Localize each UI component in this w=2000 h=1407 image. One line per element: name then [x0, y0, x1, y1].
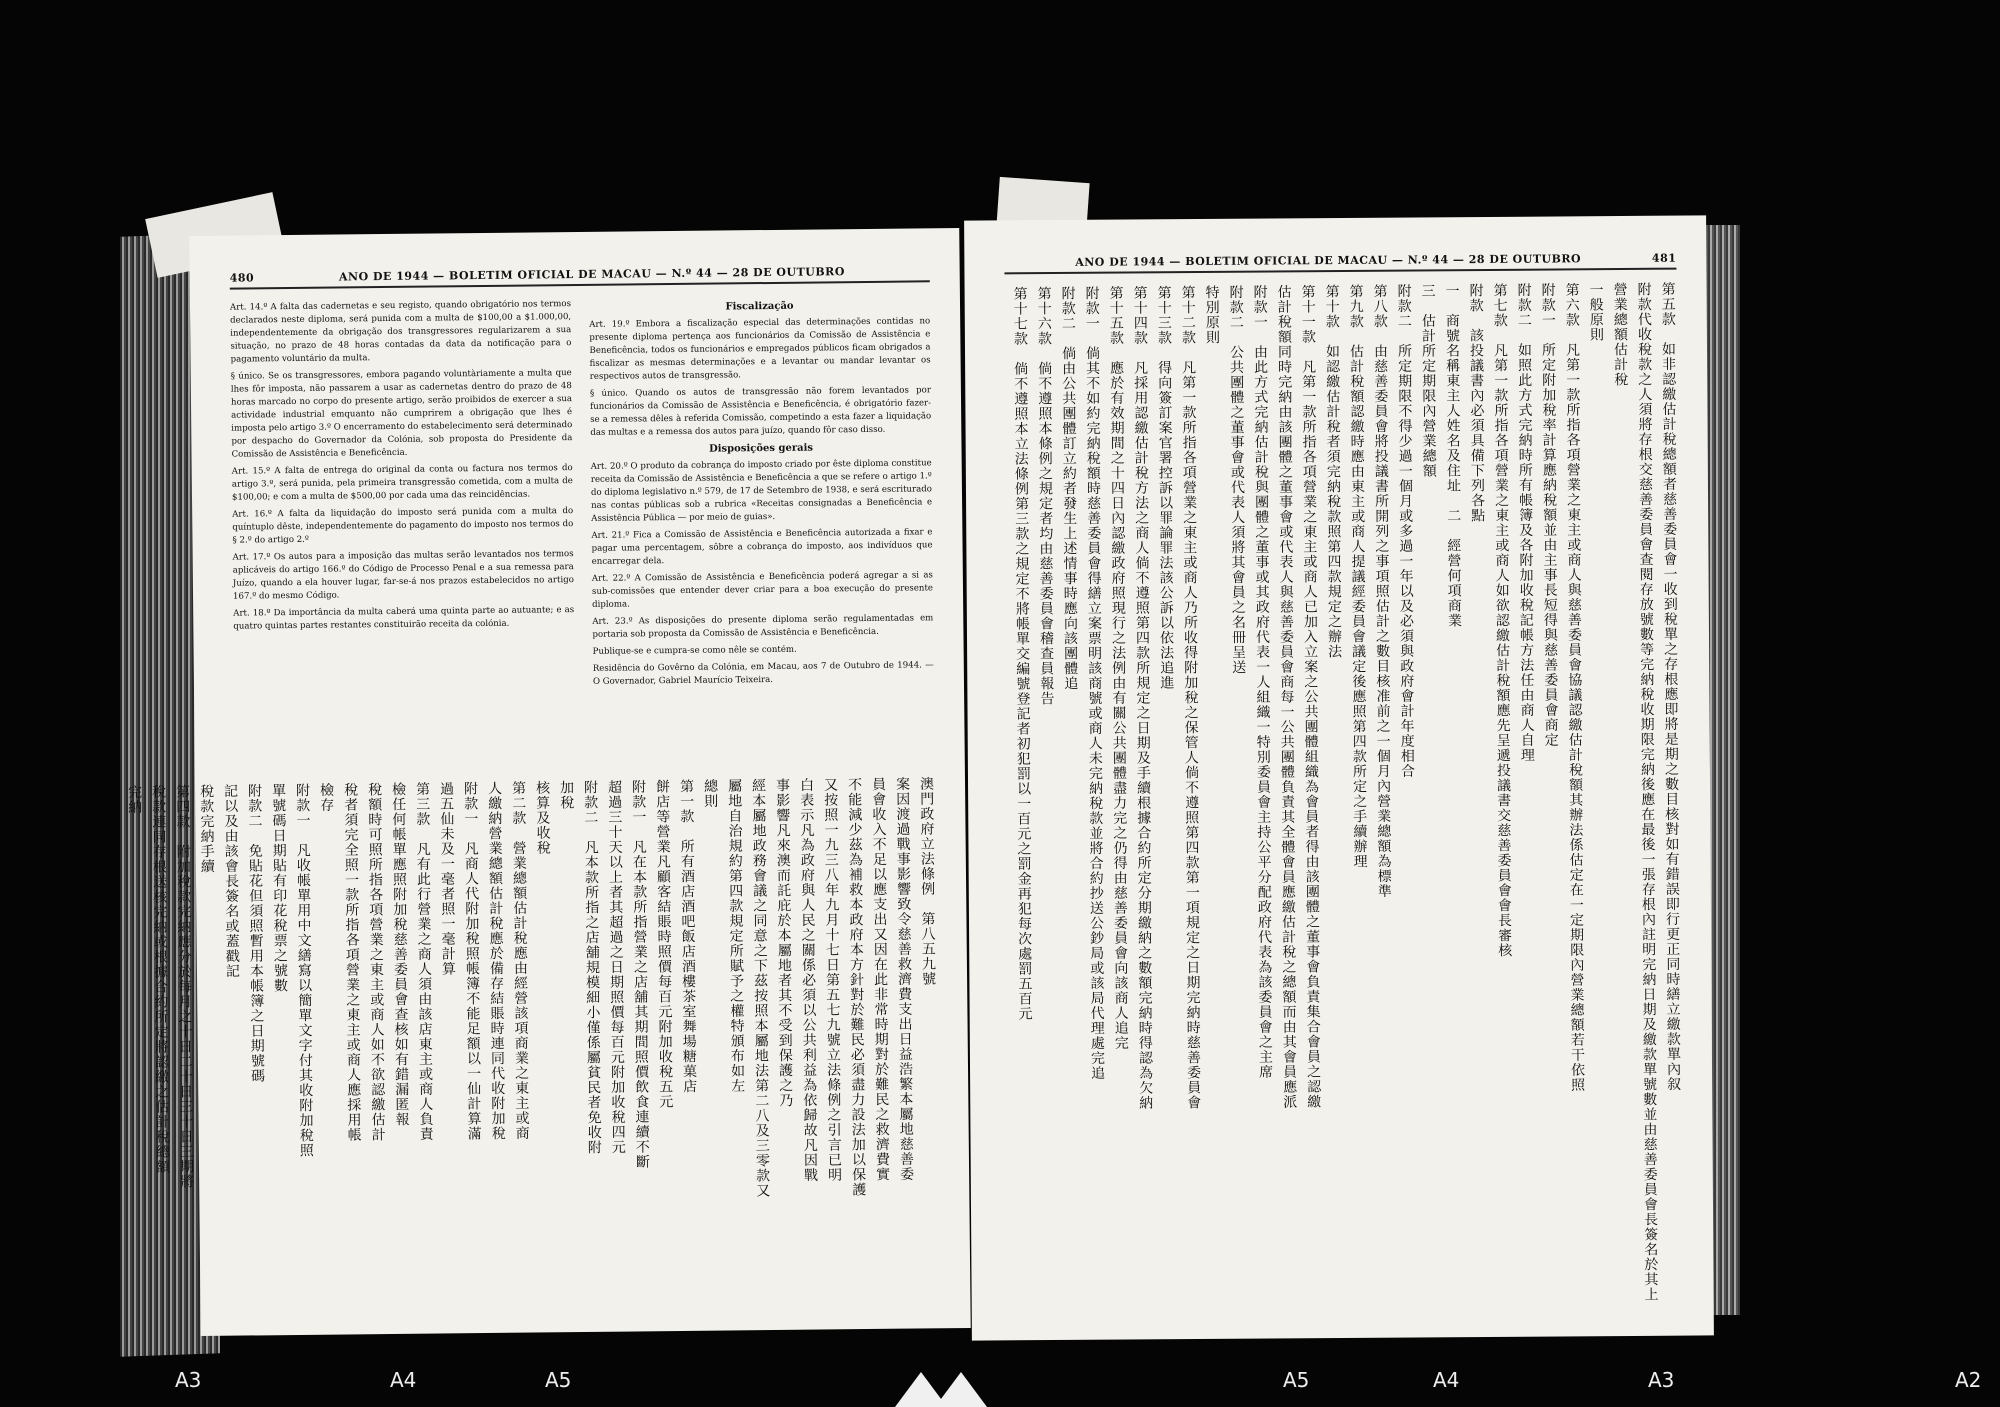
frame-marker: A2 [1955, 1368, 1982, 1392]
chinese-text-column: 第九款 估計稅額認繳時應由東主或商人提議經委員會議定後應照第四款所定之手續辦理 [1347, 283, 1368, 869]
chinese-text-column: 過五仙未及一毫者照一毫計算 [437, 781, 457, 977]
chinese-text-column: 屬地自治規約第四款規定所賦予之權特頒布如左 [725, 778, 746, 1094]
chinese-text-column: 核算及收稅 [533, 780, 551, 856]
article-paragraph: Art. 18.º Da importância da multa caberá uma quinta parte ao autuante; e as quatro quintas partes restantes constituirão receita da colónia. [233, 605, 575, 632]
chinese-text-column: 檢任何帳單應照附加稅慈善委員會查核如有錯漏匿報 [389, 781, 410, 1127]
chinese-text-column: 稅款連同存根送核完納或根據合約所定將認繳之估計稅總額 [150, 784, 171, 1175]
left-page-portuguese-columns [230, 294, 934, 696]
left-page-header [230, 264, 930, 289]
chinese-text-column: 檢存 [317, 782, 335, 813]
article-paragraph: Art. 20.º O produto da cobrança do imposto criado por êste diploma constitue receita da Comissão de Assistência e Beneficência a que se refere o artigo 1.º do diploma legislativo n.º 579, de 17 de Setembro de 1938, e será escriturado nas contas públicas sob a rubrica «Receitas consignadas a Beneficência e Assistência Pública — por meio de guias». [590, 458, 933, 524]
chinese-text-column: 餅店等營業凡顧客結賬時照價每百元附加收稅五元 [653, 779, 674, 1110]
chinese-text-column: 附款代收稅款之人須將存根交慈善委員會查閱存放號數等完納稅收期限完納後應在最後一張存根內註明完納日期及繳款單號數並由慈善委員會長簽名於其上 [1635, 281, 1659, 1302]
chinese-text-column: 第十六款 倘不遵照本條例之規定者均由慈善委員會稽查員報告 [1035, 285, 1055, 707]
chinese-text-column: 第十五款 應於有效期間之十四日內認繳政府照現行之法例由有關公共團體盡力完之仍得由慈善委員會向該商人追完 [1107, 285, 1129, 1051]
chinese-text-column: 記以及由該會長簽名或蓋戳記 [221, 783, 241, 979]
left-page [126, 228, 970, 1336]
chinese-text-column: 第十款 如認繳估計稅者須完納稅款照第四款規定之辦法 [1323, 283, 1343, 660]
chinese-text-column: 稅款完納手續 [198, 783, 215, 874]
article-paragraph: § único. Se os transgressores, embora pagando voluntàriamente a multa que lhes fôr imposta, não passarem a usar as cadernetas dentro do prazo de 48 horas marcado no corpo do presente artigo, serão proibidos de exercer a sua actividade industrial emquanto não cumprirem a obrigação que lhes é imposta pelo artigo 3.º O encerramento do estabelecimento será determinado por despacho do Governador da Colónia, sob proposta do Presidente da Comissão de Assistência e Beneficência. [230, 368, 573, 460]
chinese-text-column: 第七款 凡第一款所指各項營業之東主或商人如欲認繳估計稅額應先呈遞投議書交慈善委員會會長審核 [1491, 282, 1513, 958]
article-paragraph: Art. 21.º Fica a Comissão de Assistência e Beneficência autorizada a fixar e pagar uma percentagem, sôbre a cobrança do imposto, aos indivíduos que encarregar dela. [591, 527, 933, 567]
chinese-text-column: 附款一 凡收帳單用中文繕寫以簡單文字付其收附加稅照 [293, 782, 314, 1158]
left-page-chinese-text [126, 776, 940, 1303]
chinese-text-column: 第十二款 凡第一款所指各項營業之東主或商人乃所收得附加稅之保管人倘不遵照第四款第一項規定之日期完納時慈善委員會 [1179, 284, 1202, 1111]
chinese-text-column: 附款二 如照此方式完納時所有帳簿及各附加收稅記帳方法任由商人自理 [1515, 282, 1535, 763]
clip-triangle-right [935, 1372, 987, 1407]
chinese-text-column: 第十七款 倘不遵照本立法條例第三款之規定不將帳單交編號登記者初犯罰以一百元之罰金再犯每次處罰五百元 [1011, 286, 1033, 1022]
chinese-text-column: 三 估計所定期限內營業總額 [1419, 283, 1437, 479]
chinese-text-column: 附款二 免貼花但須照暫用本帳簿之日期號碼 [245, 783, 266, 1084]
right-page-number: 481 [1651, 251, 1677, 265]
chinese-text-column: 第二款 營業總額估計稅應由經營該項商業之東主或商 [509, 780, 530, 1141]
chinese-text-column: 白表示凡為政府與人民之關係必須以公共利益為依歸故凡因戰 [797, 777, 819, 1183]
chinese-text-column: 營業總額估計稅 [1611, 281, 1629, 388]
chinese-text-column: 一般原則 [1587, 282, 1604, 343]
article-paragraph: Art. 19.º Embora a fiscalização especial das determinações contidas no presente diploma pertença aos funcionários da Comissão de Assistência e Beneficência, todos os funcionários e empregados públicos ficam obrigados a fiscalizar as mesmas determinações e a levantar ou mandar levantar os respectivos autos de transgressão. [589, 316, 931, 382]
chinese-text-column: 附款二 所定期限不得少過一個月或多過一年以及必須與政府會計年度相合 [1395, 283, 1416, 779]
article-paragraph: Publique-se e cumpra-se como nêle se contém. [592, 644, 797, 657]
chinese-text-column: 經本屬地政務會議之同意之下茲按照本屬地法第二八及三零款又 [749, 778, 771, 1199]
chinese-text-column: 第六款 凡第一款所指各項營業之東主或商人與慈善委員會協議認繳估計稅額其辦法係估定在一定期限內營業總額若干依照 [1563, 282, 1586, 1093]
chinese-text-column: 單號碼日期貼有印花稅票之號數 [269, 783, 289, 994]
chinese-text-column: 附款一 凡商人代附加稅照帳簿不能足額以一仙計算滿 [461, 781, 482, 1142]
chinese-text-column: 又按照一九三八年九月十七日第五七九號立法條例之引言已明 [821, 777, 843, 1183]
right-page [964, 215, 1714, 1340]
article-paragraph: Art. 16.º A falta da liquidação do imposto será punida com a multa do quíntuplo dêste, independentemente do pagamento do imposto nos termos do § 2.º do artigo 2.º [232, 506, 574, 546]
frame-marker: A3 [1648, 1368, 1675, 1392]
chinese-text-column: 附款二 公共團體之董事會或代表人須將其會員之名冊呈送 [1227, 284, 1247, 675]
chinese-text-column: 附款一 所定附加稅率計算應納稅額並由主事長短得與慈善委員會商定 [1539, 282, 1559, 748]
article-paragraph: Art. 23.º As disposições do presente diploma serão regulamentadas em portaria sob proposta da Comissão de Assistência e Beneficência. [592, 613, 934, 640]
chinese-text-column: 特別原則 [1203, 284, 1220, 345]
chinese-text-column: 稅額時可照所指各項營業之東主或商人如不欲認繳估計 [365, 782, 386, 1143]
chinese-text-column: 附款二 倘由公共團體訂立約者發生上述情事時應向該團體追 [1059, 285, 1079, 691]
left-col-1 [230, 298, 575, 697]
chinese-text-column: 第四款 附加稅款完納應分於每月之十日二十日三十日三期將 [174, 784, 195, 1190]
frame-marker: A3 [175, 1368, 202, 1392]
chinese-text-column: 附款一 凡在本款所指營業之店舖其期間照價飲食連續不斷 [629, 779, 651, 1170]
chinese-text-column: 案因渡過戰事影響致令慈善救濟費支出日益浩繁本屬地慈善委 [893, 776, 915, 1182]
right-page-chinese-text [995, 282, 1684, 1317]
right-page-header [1004, 252, 1676, 275]
article-paragraph: Art. 15.º A falta de entrega do original da conta ou factura nos termos do artigo 3.º, será punida, pela primeira transgressão cometida, com a multa de $100,00; e com a multa de $500,00 por cada uma das reincidências. [231, 463, 573, 503]
chinese-text-column: 稅者須完全照一款所指各項營業之東主或商人應採用帳 [341, 782, 362, 1143]
chinese-text-column: 第十一款 凡第一款所指各項營業之東主或商人已加入立案之公共團體組織為會員者得由該團體之董事會負責集合會員之認繳 [1299, 284, 1322, 1110]
chinese-text-column: 第八款 由慈善委員會將投議書所開列之事項照估計之數目核准前之一個月內營業總額為標準 [1371, 283, 1392, 899]
chinese-text-column: 附款一 由此方式完納估計稅與團體之董事或其政府代表一人組織一特別委員會主持公平分配政府代表為該委員會之主席 [1251, 284, 1274, 1080]
section-heading: Fiscalização [725, 300, 794, 313]
chinese-text-column: 第三款 凡有此行營業之商人須由該店東主或商人負責 [413, 781, 434, 1142]
chinese-text-column: 附款 該投議書內必須具備下列各點 [1467, 282, 1486, 524]
chinese-text-column: 澳門政府立法條例 第八五九號 [917, 776, 937, 987]
chinese-text-column: 估計稅額同時完納由該團體之董事會或代表人與慈善委員會商每一公共團體負責其全體會員應繳估計稅之總額而由其會員應派 [1275, 284, 1298, 1110]
chinese-text-column: 員會收入不足以應支出又因在此非常時期對於難民之救濟費實 [869, 776, 891, 1182]
chinese-text-column: 一 商號名稱東主人姓名及住址 二 經營何項商業 [1443, 283, 1462, 629]
chinese-text-column: 第十四款 凡採用認繳估計稅方法之商人倘不遵照第四款所規定之日期及手續根據合約所定分期繳納之數額完納時得認為欠納 [1131, 285, 1154, 1111]
article-paragraph: § único. Quando os autos de transgressão não forem levantados por funcionários da Comissão de Assistência e Beneficência, é obrigatório fazer-se a remessa dêles à referida Comissão, competindo a esta fazer a liquidação das multas e a remessa dos autos para juízo, quando fôr caso disso. [589, 385, 932, 438]
article-paragraph: Art. 22.º A Comissão de Assistência e Beneficência poderá agregar a si as sub-comissões que entender dever criar para a boa execução do presente diploma. [591, 570, 934, 610]
chinese-text-column: 人繳納營業總額估計稅應於備存結賬時連同代收附加稅 [485, 780, 506, 1141]
chinese-text-column: 不能減少茲為補救本政府本方針對於難民必須盡力設法加以保護 [845, 777, 867, 1198]
chinese-text-column: 加稅 [557, 780, 575, 811]
frame-marker: A5 [545, 1368, 572, 1392]
chinese-text-column: 附款一 倘其不如約完納稅額時慈善委員會得繕立案票明該商號或商人未完納稅款並將合約抄送公鈔局或該局代理處完追 [1083, 285, 1106, 1081]
article-paragraph: Art. 17.º Os autos para a imposição das multas serão levantados nos termos aplicáveis do artigo 166.º do Código de Processo Penal e a sua remessa para Juízo, quando a ela houver lugar, far-se-á nos prazos estabelecidos no artigo 167.º do mesmo Código. [232, 549, 574, 602]
left-col-2 [589, 294, 934, 693]
left-page-running-title: ANO DE 1944 — BOLETIM OFICIAL DE MACAU — N.º 44 — 28 DE OUTUBRO [338, 265, 845, 284]
chinese-text-column: 附款二 凡本款所指之店舖規模細小僅係屬貧民者免收附 [581, 779, 602, 1155]
chinese-text-column: 第一款 所有酒店酒吧飯店酒樓茶室舞場糖菓店 [677, 778, 698, 1094]
article-paragraph: Art. 14.º A falta das cadernetas e seu registo, quando obrigatório nos termos declarados neste diploma, será punida com a multa de $100,00 a $1.000,00, independentemente da obrigação dos transgressores regularizarem a sua situação, no prazo de 48 horas contadas da data da notificação para o pagamento voluntário da multa. [229, 299, 572, 365]
chinese-text-column: 第五款 如非認繳估計稅總額者慈善委員會一收到稅單之存根應即將是期之數目核對如有錯誤即行更正同時繕立繳款單內叙 [1659, 281, 1682, 1092]
frame-marker: A4 [1433, 1368, 1460, 1392]
chinese-text-column: 事影響凡來澳而託庇於本屬地者其不受到保護之乃 [773, 777, 794, 1108]
chinese-text-column: 超過三十天以上者其超過之日期照價每百元附加收稅四元 [605, 779, 626, 1155]
signature-paragraph: Residência do Govêrno da Colónia, em Macau, aos 7 de Outubro de 1944. — O Governador, Gabriel Maurício Teixeira. [592, 660, 934, 687]
section-heading: Disposições gerais [708, 442, 814, 455]
chinese-text-column: 總則 [701, 778, 719, 809]
chinese-text-column: 完納 [126, 784, 143, 815]
frame-marker: A4 [390, 1368, 417, 1392]
chinese-text-column: 第十三款 得向簽訂案官署控訴以罪論罪法該公訴以依法追進 [1155, 285, 1175, 691]
right-page-running-title: ANO DE 1944 — BOLETIM OFICIAL DE MACAU — N.º 44 — 28 DE OUTUBRO [1075, 252, 1582, 269]
left-page-number: 480 [229, 271, 255, 285]
frame-marker: A5 [1283, 1368, 1310, 1392]
